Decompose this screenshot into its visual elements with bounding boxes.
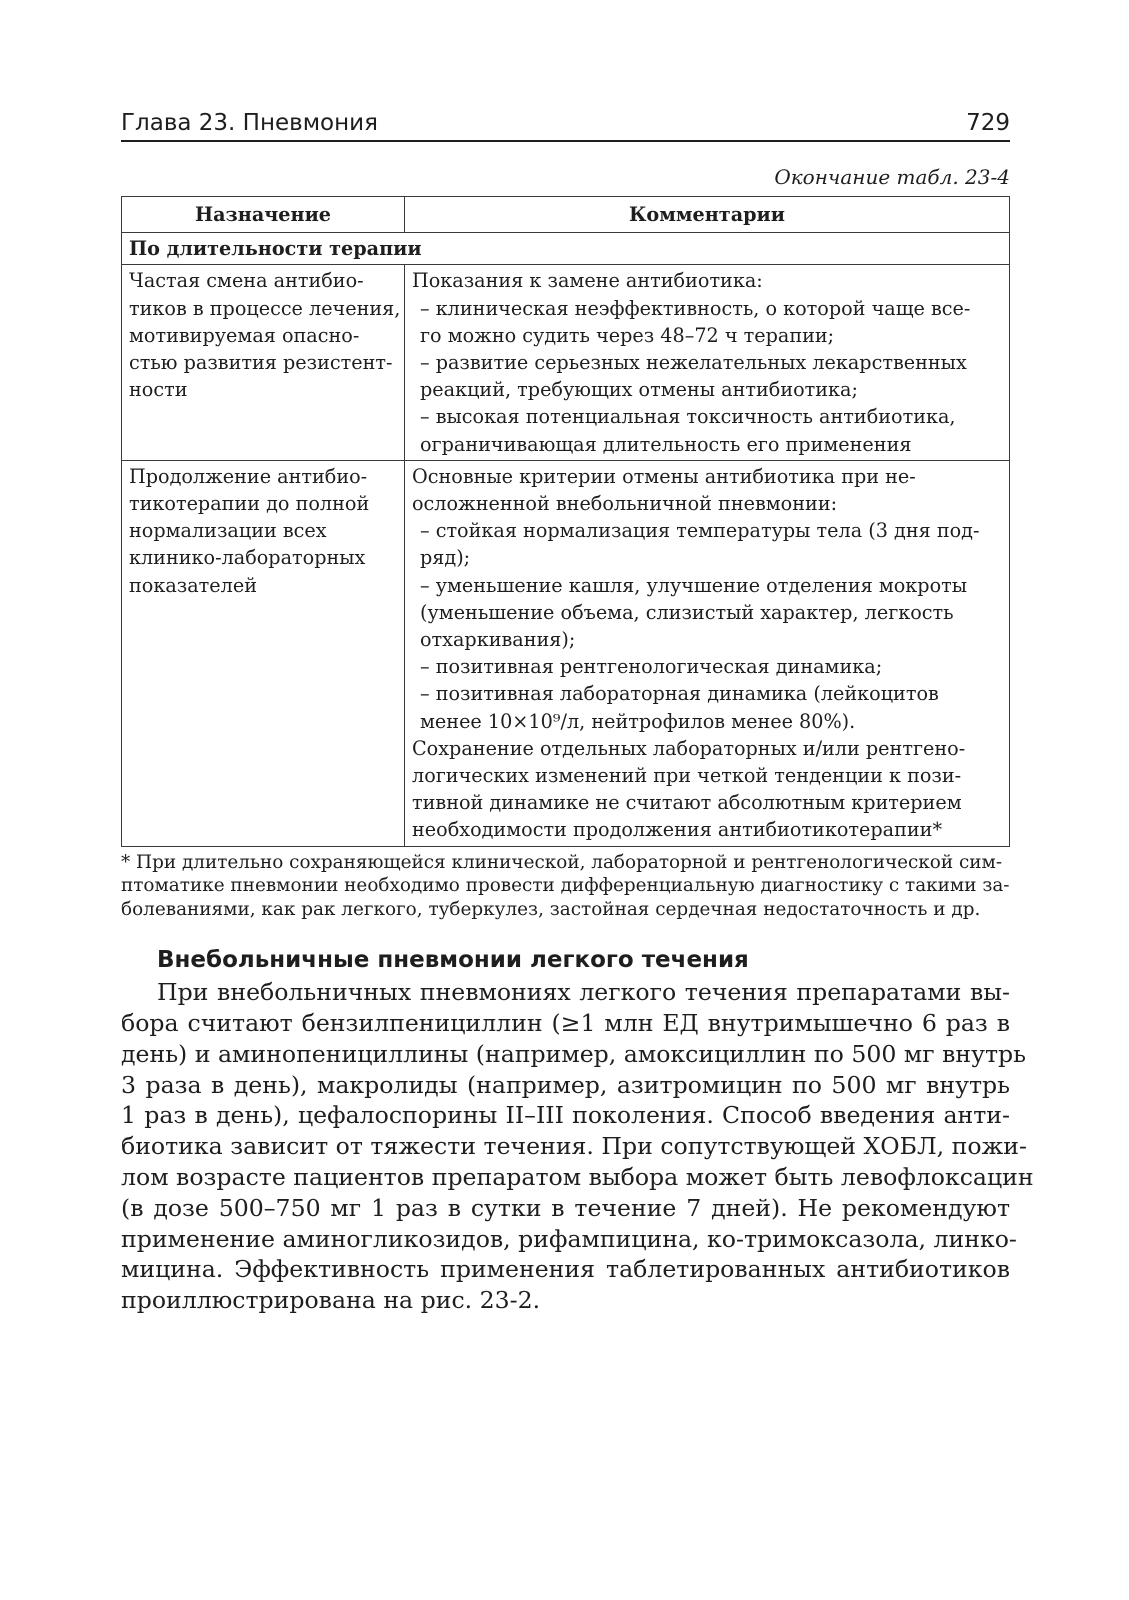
- cell-line: – уменьшение кашля, улучшение отделения мокроты: [420, 573, 968, 597]
- column-header-comments: Комментарии: [405, 197, 1010, 233]
- purpose-cell: [122, 265, 405, 460]
- cell-line: – стойкая нормализация температуры тела (3 дня под-: [420, 519, 980, 543]
- paragraph-line: 1 раз в день), цефалоспорины II–III поколения. Способ введения анти-: [121, 1101, 1010, 1130]
- comment-cell: [405, 265, 1010, 460]
- table-section-title: По длительности терапии: [122, 233, 1010, 265]
- cell-line: тивной динамике не считают абсолютным критерием: [412, 791, 962, 815]
- cell-line: Основные критерии отмены антибиотика при не-: [412, 464, 916, 488]
- paragraph-line: (в дозе 500–750 мг 1 раз в сутки в течение 7 дней). Не рекомендуют: [121, 1193, 1010, 1222]
- cell-line: мотивируемая опасно-: [129, 323, 360, 347]
- cell-line: Продолжение антибио-: [129, 464, 368, 488]
- cell-line: показателей: [129, 573, 257, 597]
- paragraph-line: день) и аминопенициллины (например, амоксициллин по 500 мг внутрь: [121, 1039, 1026, 1068]
- table-row: [122, 460, 1010, 846]
- paragraph-line: При внебольничных пневмониях легкого течения препаратами вы-: [157, 978, 1010, 1007]
- cell-line: осложненной внебольничной пневмонии:: [412, 492, 838, 516]
- paragraph-line: 3 раза в день), макролиды (например, азитромицин по 500 мг внутрь: [121, 1070, 1010, 1099]
- cell-line: логических изменений при четкой тенденции к пози-: [412, 764, 962, 788]
- cell-line: – высокая потенциальная токсичность антибиотика,: [420, 405, 956, 429]
- cell-line: тикотерапии до полной: [129, 492, 370, 516]
- paragraph-line: бора считают бензилпенициллин (≥1 млн ЕД внутримышечно 6 раз в: [121, 1008, 1010, 1037]
- cell-line: Показания к замене антибиотика:: [412, 269, 763, 293]
- cell-line: ности: [129, 378, 188, 402]
- cell-line: необходимости продолжения антибиотикотерапии*: [412, 818, 943, 842]
- table-row: [122, 265, 1010, 460]
- purpose-cell: [122, 460, 405, 846]
- cell-line: – развитие серьезных нежелательных лекарственных: [420, 351, 967, 375]
- antibiotic-table: [121, 196, 1010, 847]
- paragraph-line: применение аминогликозидов, рифампицина, ко-тримоксазола, линко-: [121, 1224, 1017, 1253]
- cell-line: реакций, требующих отмены антибиотика;: [420, 378, 858, 402]
- cell-line: (уменьшение объема, слизистый характер, легкость: [420, 600, 954, 624]
- cell-line: ряд);: [420, 546, 471, 570]
- running-head: [121, 108, 1010, 142]
- section-heading: Внебольничные пневмонии легкого течения: [157, 947, 749, 974]
- cell-line: – клиническая неэффективность, о которой чаще все-: [420, 296, 971, 320]
- cell-line: тиков в процессе лечения,: [129, 296, 401, 320]
- footnote-line: * При длительно сохраняющейся клинической, лабораторной и рентгенологической сим-: [121, 851, 1003, 873]
- paragraph-line: мицина. Эффективность применения таблетированных антибиотиков: [121, 1255, 1010, 1284]
- paragraph-line: лом возрасте пациентов препаратом выбора может быть левофлоксацин: [121, 1162, 1034, 1191]
- cell-line: Сохранение отдельных лабораторных и/или рентгено-: [412, 736, 966, 760]
- paragraph-line: биотика зависит от тяжести течения. При сопутствующей ХОБЛ, пожи-: [121, 1132, 1027, 1161]
- footnote-line: болеваниями, как рак легкого, туберкулез, застойная сердечная недостаточность и др.: [121, 898, 981, 920]
- table-caption: Окончание табл. 23-4: [774, 165, 1010, 189]
- page-number: 729: [966, 110, 1010, 136]
- cell-line: – позитивная рентгенологическая динамика;: [420, 655, 883, 679]
- table-section-row: [122, 233, 1010, 265]
- table-header-row: [122, 197, 1010, 233]
- cell-line: стью развития резистент-: [129, 351, 393, 375]
- chapter-title: Глава 23. Пневмония: [121, 110, 378, 136]
- body-paragraph: [121, 977, 1034, 1316]
- cell-line: отхаркивания);: [420, 628, 576, 652]
- cell-line: го можно судить через 48–72 ч терапии;: [420, 323, 835, 347]
- cell-line: ограничивающая длительность его применения: [420, 432, 912, 456]
- book-page: [121, 108, 1034, 1316]
- cell-line: клинико-лабораторных: [129, 546, 366, 570]
- cell-line: Частая смена антибио-: [129, 269, 364, 293]
- paragraph-line: проиллюстрирована на рис. 23-2.: [121, 1286, 541, 1315]
- cell-line: менее 10×10⁹/л, нейтрофилов менее 80%).: [420, 709, 856, 733]
- cell-line: нормализации всех: [129, 519, 327, 543]
- table-footnote: [121, 851, 1010, 922]
- cell-line: – позитивная лабораторная динамика (лейкоцитов: [420, 682, 939, 706]
- column-header-purpose: Назначение: [122, 197, 405, 233]
- comment-cell: [405, 460, 1010, 846]
- footnote-line: птоматике пневмонии необходимо провести дифференциальную диагностику с такими за-: [121, 875, 1010, 897]
